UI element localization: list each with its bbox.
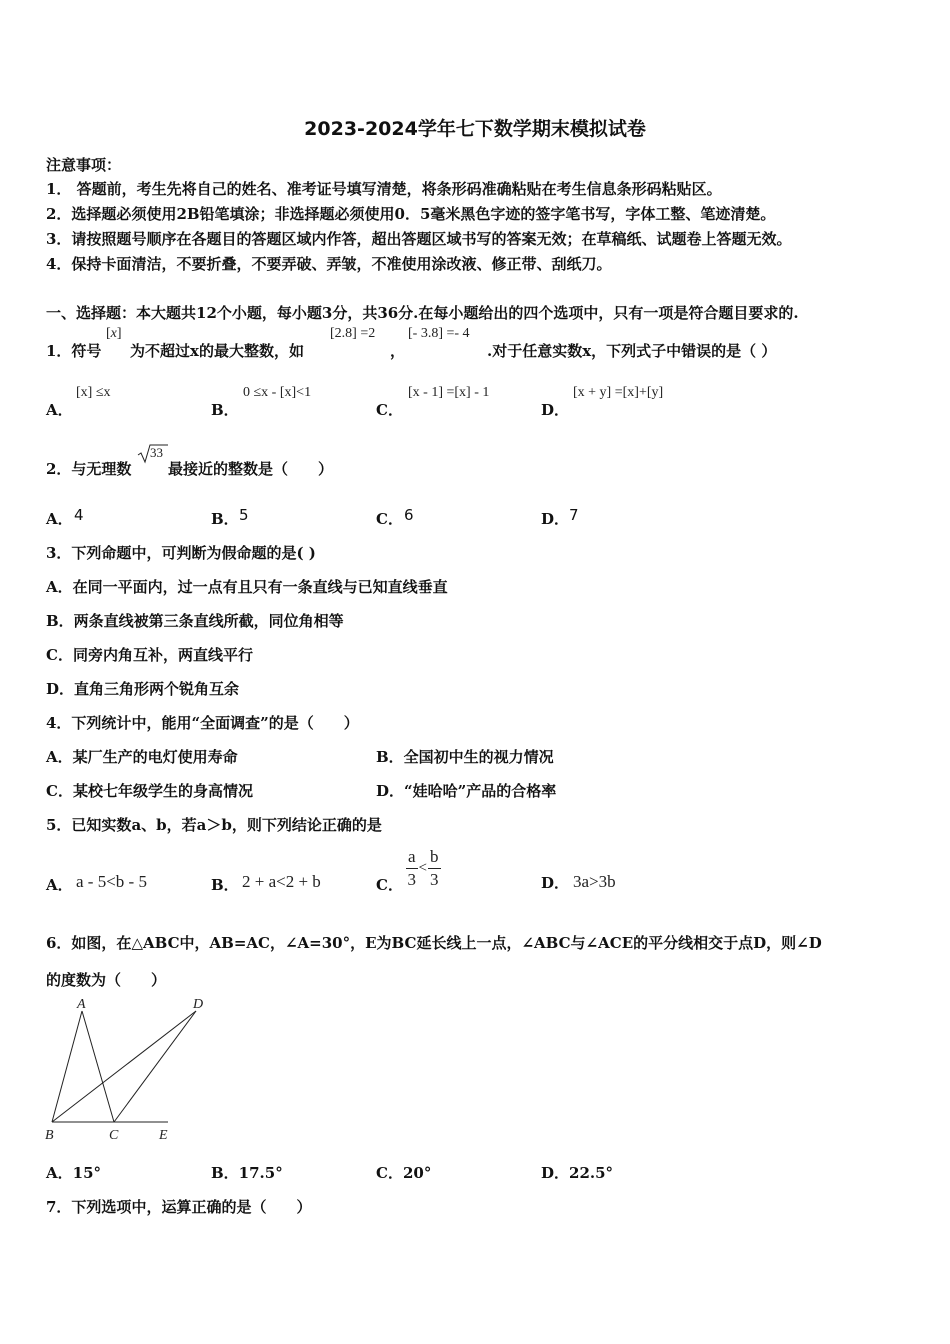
q1-example-2: [- 3.8] =- 4: [408, 326, 470, 341]
fraction-denominator: 3: [430, 870, 439, 889]
triangle-figure: [40, 995, 220, 1145]
note-item-2: 2．选择题必须使用2B铅笔填涂；非选择题必须使用0．5毫米黑色字迹的签字笔书写，字体工整、笔迹清楚。: [46, 205, 776, 223]
q2-label-a: A．: [46, 510, 73, 528]
q5-option-a: a - 5<b - 5: [76, 872, 147, 891]
fraction-denominator: 3: [407, 870, 417, 889]
fraction-numerator: b: [428, 846, 441, 869]
q2-option-c: 6: [404, 506, 414, 524]
q1-symbol: [x]: [106, 326, 122, 341]
q5-stem: 5．已知实数a、b，若a＞b，则下列结论正确的是: [46, 816, 382, 834]
q1-stem-start: 1．符号: [46, 342, 102, 360]
q2-stem-start: 2．与无理数: [46, 460, 132, 478]
q1-label-a: A．: [46, 401, 73, 419]
q5-label-a: A．: [46, 876, 73, 894]
q1-example-1: [2.8] =2: [330, 326, 376, 341]
segment-ac: [82, 1011, 114, 1122]
fraction-b-over-3: [428, 846, 441, 891]
note-item-3: 3．请按照题号顺序在各题目的答题区域内作答，超出答题区域书写的答案无效；在草稿纸、试题卷上答题无效。: [46, 230, 792, 248]
q2-label-b: B．: [211, 510, 239, 528]
note-item-1: 1． 答题前，考生先将自己的姓名、准考证号填写清楚，将条形码准确粘贴在考生信息条形码粘贴区。: [46, 180, 722, 198]
segment-cd: [114, 1011, 196, 1122]
q5-label-d: D．: [541, 874, 570, 892]
q1-label-c: C．: [376, 401, 403, 419]
q5-option-d: 3a>3b: [573, 872, 616, 891]
q3-option-c: C．同旁内角互补，两直线平行: [46, 646, 253, 664]
less-than-sign: <: [418, 860, 428, 876]
segment-bd: [52, 1011, 196, 1122]
fraction-a-over-3: [406, 846, 418, 891]
notes-heading: 注意事项：: [46, 156, 122, 174]
q2-option-a: 4: [74, 506, 84, 524]
q1-option-b: 0 ≤x - [x]<1: [243, 385, 312, 400]
q3-stem: 3．下列命题中，可判断为假命题的是( ): [46, 544, 316, 562]
label-point-e: E: [159, 1128, 168, 1143]
q5-option-b: 2 + a<2 + b: [242, 872, 321, 891]
q1-stem-end: .对于任意实数x，下列式子中错误的是（ ）: [487, 342, 777, 360]
label-point-d: D: [193, 997, 204, 1012]
segment-ab: [52, 1011, 82, 1122]
q2-radicand: 33: [150, 445, 163, 460]
q1-stem-middle: 为不超过x的最大整数，如: [130, 342, 304, 360]
q2-label-d: D．: [541, 510, 570, 528]
q5-option-c: [406, 846, 441, 891]
q5-label-c: C．: [376, 876, 403, 894]
q3-option-a: A．在同一平面内，过一点有且只有一条直线与已知直线垂直: [46, 578, 448, 596]
page-title: 2023-2024学年七下数学期末模拟试卷: [304, 118, 646, 140]
q6-stem-line-2: 的度数为（ ）: [46, 971, 167, 989]
label-point-b: B: [45, 1128, 54, 1143]
q1-option-d: [x + y] =[x]+[y]: [573, 385, 664, 400]
q6-option-b: B．17.5°: [211, 1164, 283, 1182]
q3-option-d: D．直角三角形两个锐角互余: [46, 680, 240, 698]
label-point-a: A: [77, 997, 86, 1012]
q1-label-d: D．: [541, 401, 570, 419]
q5-label-b: B．: [211, 876, 239, 894]
q4-stem: 4．下列统计中，能用“全面调查”的是（ ）: [46, 714, 359, 732]
q3-option-b: B．两条直线被第三条直线所截，同位角相等: [46, 612, 344, 630]
note-item-4: 4．保持卡面清洁，不要折叠，不要弄破、弄皱，不准使用涂改液、修正带、刮纸刀。: [46, 255, 612, 273]
fraction-numerator: a: [406, 846, 418, 869]
q2-stem-end: 最接近的整数是（ ）: [168, 460, 334, 478]
q6-stem-line-1: 6．如图，在△ABC中，AB=AC，∠A=30°，E为BC延长线上一点，∠ABC与∠ACE的平分线相交于点D，则∠D: [46, 934, 822, 952]
q4-option-a: A．某厂生产的电灯使用寿命: [46, 748, 238, 766]
q2-option-b: 5: [239, 506, 249, 524]
q6-option-c: C．20°: [376, 1164, 432, 1182]
q4-option-c: C．某校七年级学生的身高情况: [46, 782, 253, 800]
q4-option-b: B．全国初中生的视力情况: [376, 748, 554, 766]
q1-option-c: [x - 1] =[x] - 1: [408, 385, 490, 400]
q1-separator: ，: [390, 342, 406, 360]
q1-option-a: [x] ≤x: [76, 385, 111, 400]
q2-label-c: C．: [376, 510, 403, 528]
q6-option-d: D．22.5°: [541, 1164, 614, 1182]
q2-option-d: 7: [569, 506, 579, 524]
label-point-c: C: [109, 1128, 119, 1143]
q4-option-d: D．“娃哈哈”产品的合格率: [376, 782, 557, 800]
section-heading: 一、选择题：本大题共12个小题，每小题3分，共36分.在每小题给出的四个选项中，只有一项是符合题目要求的.: [46, 304, 799, 322]
q1-label-b: B．: [211, 401, 239, 419]
q7-stem: 7．下列选项中，运算正确的是（ ）: [46, 1198, 312, 1216]
q6-option-a: A．15°: [46, 1164, 102, 1182]
